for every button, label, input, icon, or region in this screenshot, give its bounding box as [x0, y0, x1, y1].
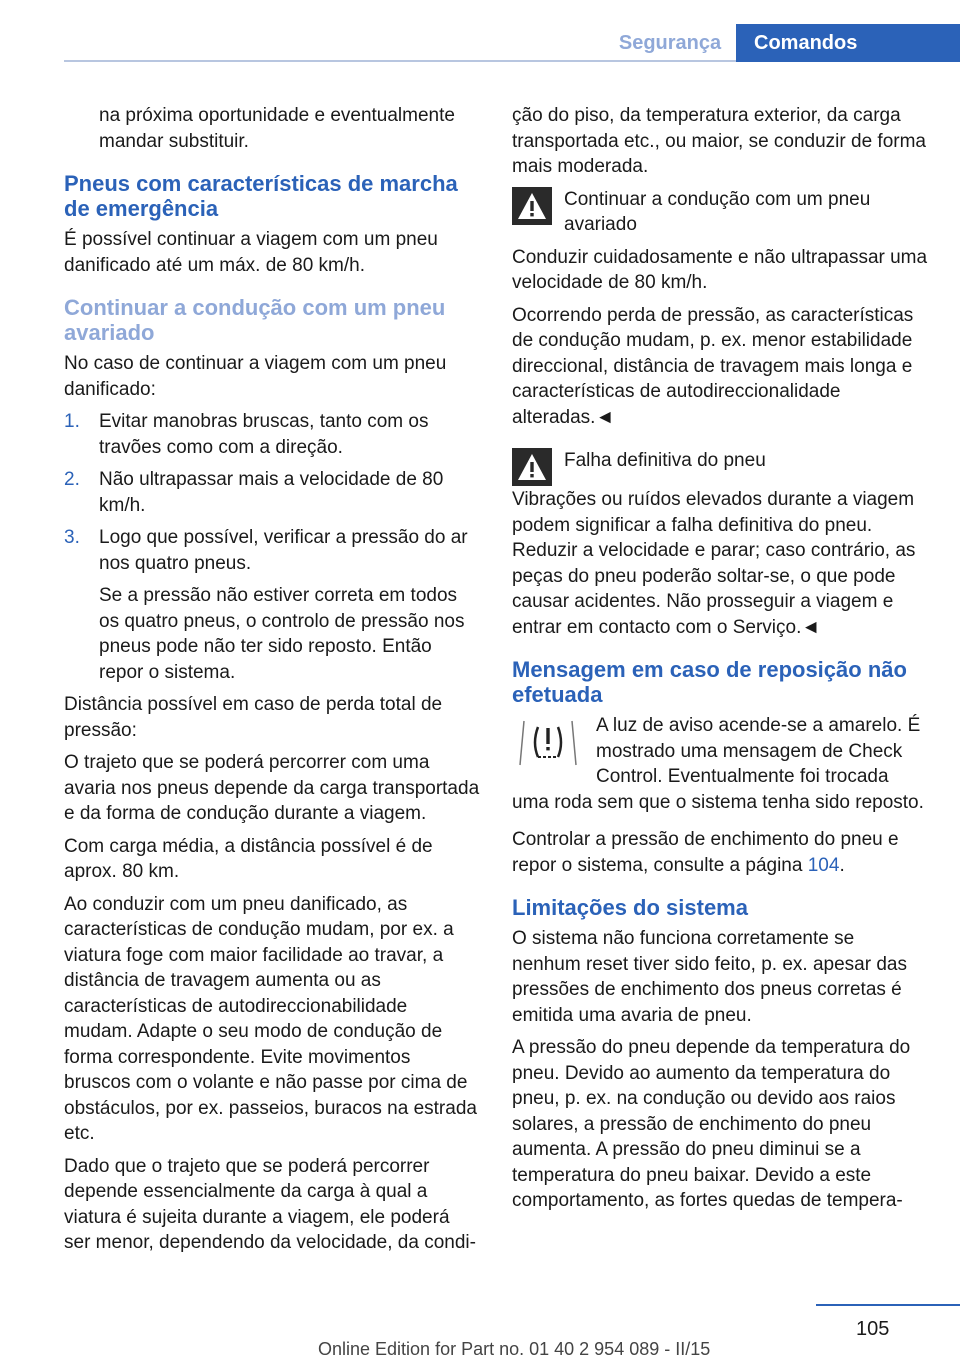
paragraph: O sistema não funciona corretamente se nenhum reset tiver sido feito, p. ex. apesar das pressões de enchimento dos pneus corretas é emitida uma avaria de pneu. — [512, 928, 907, 1026]
left-column — [64, 103, 480, 1263]
edition-footer: Online Edition for Part no. 01 40 2 954 089 - II/15 — [318, 1339, 711, 1359]
text: Controlar a pressão de enchimento do pneu e repor o sistema, consulte a página — [512, 829, 899, 876]
paragraph: na próxima oportunidade e eventualmente mandar substituir. — [99, 105, 455, 152]
paragraph: ção do piso, da temperatura exterior, da carga transportada etc., ou maior, se conduzir de forma mais moderada. — [512, 105, 926, 177]
page-link[interactable]: 104 — [807, 854, 840, 876]
warning-block — [512, 448, 928, 480]
list-number: 2. — [64, 469, 80, 490]
page-number: 105 — [856, 1318, 890, 1340]
warning-triangle-icon — [512, 187, 552, 225]
paragraph: O trajeto que se poderá percorrer com uma avaria nos pneus depende da carga transportada e da forma de condução durante a viagem. — [64, 752, 480, 824]
list-number: 1. — [64, 411, 80, 432]
right-column — [512, 103, 928, 1221]
paragraph: Dado que o trajeto que se poderá percorrer depende essencialmente da carga à qual a viatura é sujeita durante a viagem, ele poderá ser menor, dependendo da velocidade, da condi- — [64, 1155, 476, 1253]
footer-rule — [816, 1304, 960, 1306]
list-text: Logo que possível, verificar a pressão do ar nos quatro pneus. — [99, 527, 468, 574]
section-heading: Continuar a condução com um pneu avariado — [64, 295, 446, 345]
tab-seguranca[interactable]: Segurança — [618, 32, 722, 54]
paragraph: Vibrações ou ruídos elevados durante a viagem podem significar a falha definitiva do pneu. Reduzir a velocidade e parar; caso contrário, as peças do pneu poderão soltar-se, o que pode causar acidentes. Não prosseguir a viagem e entrar em contacto com o Serviço.◄ — [512, 489, 916, 638]
list-item — [64, 467, 480, 518]
paragraph: Conduzir cuidadosamente e não ultrapassar uma velocidade de 80 km/h. — [512, 246, 928, 293]
text: . — [839, 854, 845, 876]
warning-title: Falha definitiva do pneu — [564, 450, 766, 471]
tab-comandos[interactable]: Comandos — [736, 24, 960, 62]
paragraph: Ocorrendo perda de pressão, as características de condução mudam, p. ex. menor estabilidade direccional, distância de travagem mais longa e características de autodireccionalidade alteradas.◄ — [512, 304, 914, 428]
paragraph: Com carga média, a distância possível é de aprox. 80 km. — [64, 835, 433, 882]
paragraph: A luz de aviso acende-se a amarelo. É mostrado uma mensagem de Check Control. Eventualmente foi trocada uma roda sem que o sistema tenha sido reposto. — [512, 715, 924, 813]
paragraph: A pressão do pneu depende da temperatura do pneu. Devido ao aumento da temperatura do pneu, p. ex. na condução ou devido aos raios solares, a pressão de enchimento do pneu aumenta. A pressão do pneu diminui se a temperatura do pneu baixar. Devido a este comportamento, as fortes quedas de tempera- — [512, 1037, 911, 1211]
list-item — [64, 525, 480, 576]
paragraph: É possível continuar a viagem com um pneu danificado até um máx. de 80 km/h. — [64, 229, 438, 276]
list-item — [64, 409, 480, 460]
list-text: Não ultrapassar mais a velocidade de 80 km/h. — [99, 469, 444, 516]
tire-pressure-warning-icon — [512, 715, 584, 767]
section-heading: Limitações do sistema — [512, 895, 748, 920]
paragraph — [512, 827, 928, 878]
paragraph: Ao conduzir com um pneu danificado, as características de condução mudam, por ex. a viatura foge com maior facilidade ao travar, a distância de travagem aumenta ou as características de autodireccionabilidade mudam. Adapte o seu modo de condução de forma correspondente. Evite movimentos bruscos com o volante e não passe por cima de obstáculos, por ex. passeios, buracos na estrada etc. — [64, 893, 477, 1144]
warning-triangle-icon — [512, 448, 552, 486]
section-heading: Pneus com características de marcha de emergência — [64, 171, 458, 221]
list-number: 3. — [64, 527, 80, 548]
paragraph: Distância possível em caso de perda total de pressão: — [64, 694, 443, 741]
warning-title: Continuar a condução com um pneu avariado — [564, 188, 871, 235]
paragraph: Se a pressão não estiver correta em todos os quatro pneus, o controlo de pressão nos pneus pode não ter sido reposto. Então repor o sistema. — [99, 585, 465, 683]
paragraph: No caso de continuar a viagem com um pneu danificado: — [64, 353, 447, 400]
warning-block — [512, 187, 928, 238]
list-text: Evitar manobras bruscas, tanto com os travões como com a direção. — [99, 411, 429, 458]
tpms-message — [512, 713, 928, 815]
section-heading: Mensagem em caso de reposição não efetuada — [512, 657, 907, 707]
